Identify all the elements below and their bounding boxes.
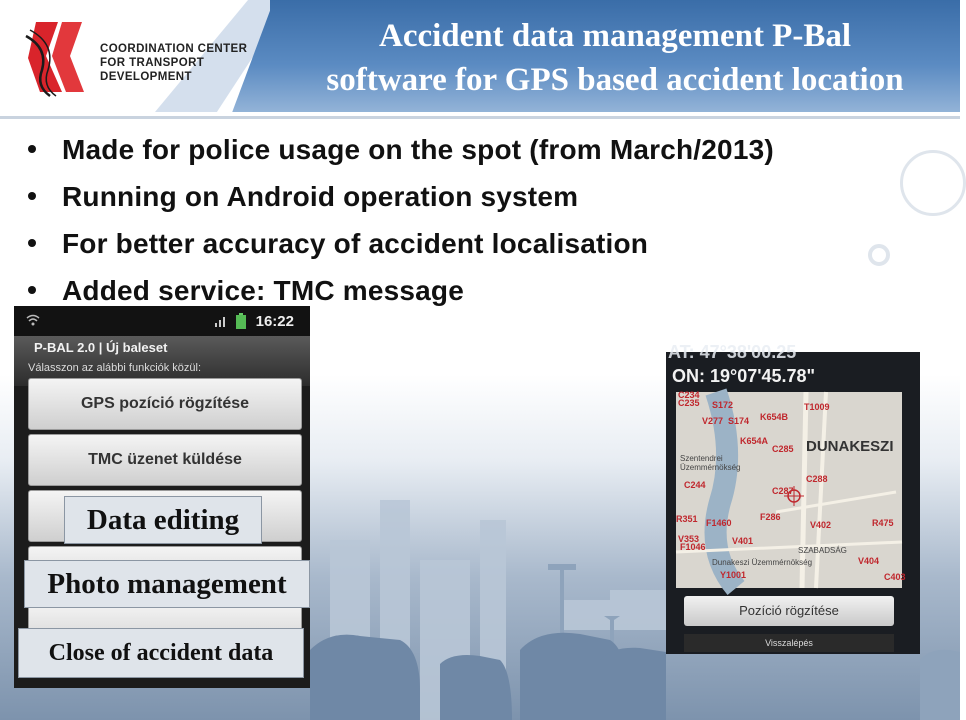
- map-road-label: V353: [678, 534, 700, 544]
- bullet-item: [24, 220, 774, 267]
- map-road-label: S174: [728, 416, 750, 426]
- bullet-text: Running on Android operation system: [62, 181, 579, 212]
- gps-position-button[interactable]: GPS pozíció rögzítése: [28, 378, 302, 430]
- data-editing-label: Data editing: [64, 496, 262, 544]
- map-road-label: V402: [810, 520, 832, 530]
- map-road-label: C403: [884, 572, 906, 582]
- map-road-label: V401: [732, 536, 754, 546]
- map-road-label: Y1001: [720, 570, 747, 580]
- phone-app-title: P-BAL 2.0 | Új baleset: [34, 340, 168, 355]
- close-accident-data-label: Close of accident data: [18, 628, 304, 678]
- logo-line: DEVELOPMENT: [100, 71, 192, 83]
- kkk-logo-mark-icon: [22, 16, 92, 98]
- map-road-label: C287: [772, 486, 794, 496]
- gps-latitude-readout: AT: 47°38'00.25: [668, 342, 797, 362]
- map-road-label: R351: [676, 514, 698, 524]
- bullet-dot-icon: [28, 145, 36, 153]
- bullet-dot-icon: [28, 239, 36, 247]
- slide-title: [280, 14, 950, 102]
- map-place-label: Szentendrei Üzemmérnökség: [680, 454, 741, 472]
- map-road-label: V277: [702, 416, 724, 426]
- bullet-text: Made for police usage on the spot (from March/2013): [62, 134, 774, 165]
- save-position-button[interactable]: Pozíció rögzítése: [684, 596, 894, 626]
- wifi-icon: [26, 314, 40, 326]
- battery-icon: [236, 313, 246, 329]
- bullet-item: [24, 126, 774, 173]
- gps-coordinate-readout: ON: 19°07'45.78": [672, 366, 816, 386]
- bullet-text: Added service: TMC message: [62, 275, 465, 306]
- back-button[interactable]: Visszalépés: [684, 634, 894, 652]
- phone-app-subtitle: Válasszon az alábbi funkciók közül:: [28, 362, 202, 374]
- bullet-dot-icon: [28, 286, 36, 294]
- map-road-label: C235: [678, 398, 700, 408]
- logo-line: COORDINATION CENTER: [100, 43, 248, 55]
- map-road-label: C244: [684, 480, 706, 490]
- title-line: Accident data management P-Bal: [378, 18, 852, 54]
- map-road-label: V404: [858, 556, 880, 566]
- map-road-label: C234: [678, 390, 700, 400]
- map-road-label: F286: [760, 512, 781, 522]
- map-road-label: F1046: [680, 542, 706, 552]
- map-road-label: S172: [712, 400, 734, 410]
- phone-clock: 16:22: [255, 313, 294, 330]
- map-city-label: DUNAKESZI: [806, 438, 894, 455]
- map-road-label: F1460: [706, 518, 732, 528]
- title-line: software for GPS based accident location: [326, 62, 904, 98]
- phone-status-bar: [14, 306, 310, 336]
- logo-line: FOR TRANSPORT: [100, 57, 205, 69]
- map-road-label: K654A: [740, 436, 769, 446]
- bullet-text: For better accuracy of accident localisation: [62, 228, 649, 259]
- header-divider: [0, 116, 960, 119]
- map-place-label: SZABADSÁG: [798, 546, 847, 555]
- logo-wordmark: [100, 42, 247, 84]
- bullet-list: [24, 126, 774, 314]
- map-photo: [666, 352, 920, 654]
- tmc-message-button[interactable]: TMC üzenet küldése: [28, 434, 302, 486]
- map-road-label: C288: [806, 474, 828, 484]
- photo-management-label: Photo management: [24, 560, 310, 608]
- map-road-label: C285: [772, 444, 794, 454]
- map-road-label: K654B: [760, 412, 789, 422]
- map-road-label: T1009: [804, 402, 830, 412]
- bullet-dot-icon: [28, 192, 36, 200]
- signal-icon: [214, 314, 228, 328]
- map-road-label: R475: [872, 518, 894, 528]
- map-place-label: Dunakeszi Üzemmérnökség: [712, 558, 813, 567]
- bullet-item: [24, 173, 774, 220]
- organization-logo: [0, 0, 265, 112]
- map-view[interactable]: [676, 390, 906, 588]
